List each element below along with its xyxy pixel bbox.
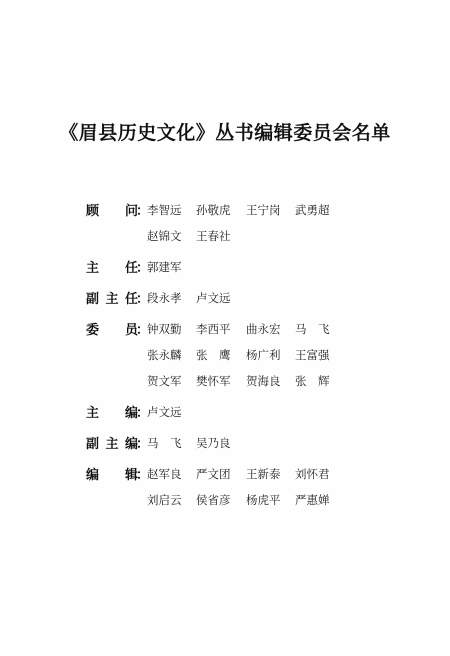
member-name: 赵锦文 <box>147 229 182 243</box>
member-name: 卢文远 <box>196 291 231 305</box>
roster-row <box>0 253 450 279</box>
role-label-char: 编 <box>124 406 138 421</box>
member-name: 李西平 <box>196 322 231 336</box>
role-label <box>86 464 138 483</box>
role-label-char: 问 <box>124 204 138 219</box>
member-name: 钟双勤 <box>147 322 182 336</box>
role-label-char: 任 <box>124 292 138 307</box>
roster-row <box>0 429 450 455</box>
member-name: 李智远 <box>147 203 182 217</box>
member-name: 张永麟 <box>147 348 182 362</box>
committee-roster <box>0 196 450 512</box>
member-name: 孙敬虎 <box>196 203 231 217</box>
role-label-char: 主 <box>86 261 100 276</box>
member-name: 卢文远 <box>147 405 182 419</box>
role-label-char: 主 <box>86 406 100 421</box>
role-label-char: 主 <box>105 292 119 307</box>
role-label-char: 员 <box>124 323 138 338</box>
roster-row <box>0 196 450 222</box>
member-name: 张 辉 <box>295 374 330 388</box>
role-colon: ： <box>136 406 150 421</box>
role-label-char: 顾 <box>86 204 100 219</box>
role-colon: ： <box>136 204 150 219</box>
role-colon: ： <box>136 437 150 452</box>
page-title: 《眉县历史文化》丛书编辑委员会名单 <box>59 122 391 144</box>
role-label-char: 编 <box>124 437 138 452</box>
member-name: 杨虎平 <box>246 493 281 507</box>
role-label <box>86 402 138 421</box>
role-label-char: 副 <box>86 292 100 307</box>
member-name: 严惠婵 <box>295 493 330 507</box>
role-label <box>86 200 138 219</box>
member-name: 刘启云 <box>147 493 182 507</box>
roster-row <box>0 222 450 248</box>
role-colon: ： <box>136 292 150 307</box>
member-name: 侯省彦 <box>196 493 231 507</box>
roster-row <box>0 398 450 424</box>
member-name: 武勇超 <box>295 203 330 217</box>
roster-row <box>0 367 450 393</box>
member-name: 王新泰 <box>246 467 281 481</box>
role-label-char: 主 <box>105 437 119 452</box>
member-name: 吴乃良 <box>196 436 231 450</box>
roster-row <box>0 460 450 486</box>
member-name: 王富强 <box>295 348 330 362</box>
member-name: 杨广利 <box>246 348 281 362</box>
roster-row <box>0 341 450 367</box>
roster-row <box>0 315 450 341</box>
role-colon: ： <box>136 468 150 483</box>
role-label-char: 副 <box>86 437 100 452</box>
member-name: 严文团 <box>196 467 231 481</box>
roster-row <box>0 486 450 512</box>
member-name: 张 鹰 <box>196 348 231 362</box>
role-label-char: 委 <box>86 323 100 338</box>
role-label <box>86 257 138 276</box>
member-name: 赵军良 <box>147 467 182 481</box>
role-label-char: 任 <box>124 261 138 276</box>
member-name: 曲永宏 <box>246 322 281 336</box>
role-label <box>86 288 138 307</box>
role-label-char: 辑 <box>124 468 138 483</box>
member-name: 段永孝 <box>147 291 182 305</box>
member-name: 樊怀军 <box>196 374 231 388</box>
member-name: 贺海良 <box>246 374 281 388</box>
member-name: 马 飞 <box>147 436 182 450</box>
role-label <box>86 433 138 452</box>
member-name: 马 飞 <box>295 322 330 336</box>
member-name: 王宁岗 <box>246 203 281 217</box>
role-colon: ： <box>136 261 150 276</box>
member-name: 贺文军 <box>147 374 182 388</box>
member-name: 刘怀君 <box>295 467 330 481</box>
role-label-char: 编 <box>86 468 100 483</box>
member-name: 郭建军 <box>147 260 182 274</box>
member-name: 王春社 <box>196 229 231 243</box>
role-label <box>86 319 138 338</box>
role-colon: ： <box>136 323 150 338</box>
roster-row <box>0 284 450 310</box>
